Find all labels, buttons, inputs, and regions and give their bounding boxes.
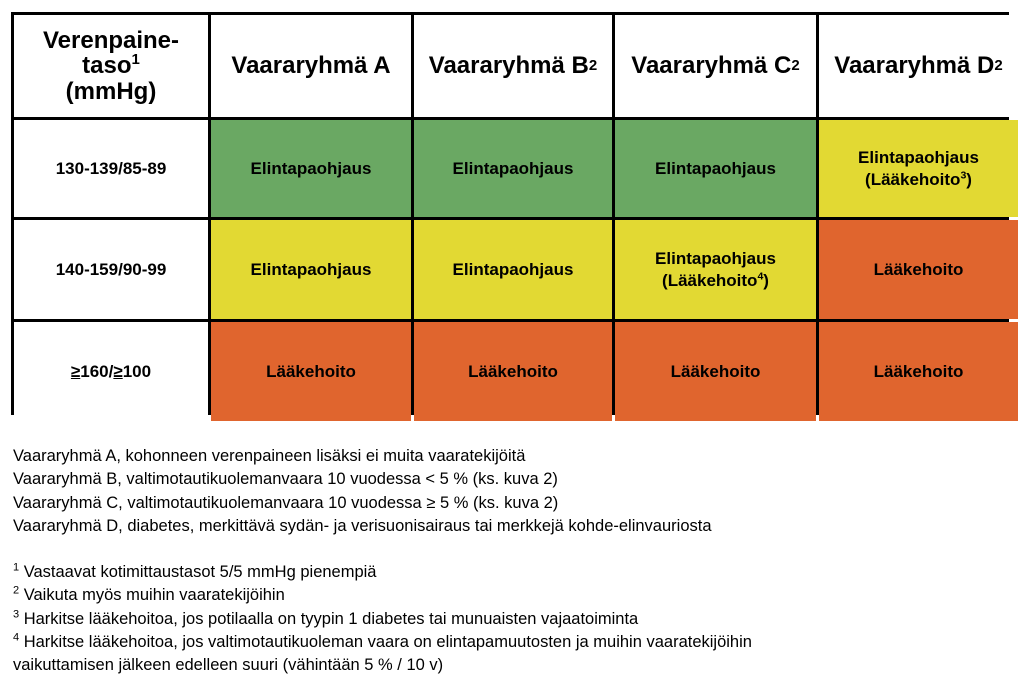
header-group-a: Vaararyhmä A [211,15,411,117]
cell-r1-b: Elintapaohjaus [414,120,612,217]
definition-c: Vaararyhmä C, valtimotautikuolemanvaara 10 vuodessa ≥ 5 % (ks. kuva 2) [13,493,559,512]
cell-r1-d-note: (Lääkehoito$^3$) [865,168,972,189]
header-group-c: Vaararyhmä C 2 [615,15,816,117]
footnote-3: $^3$ Harkitse lääkehoitoa, jos potilaalla on tyypin 1 diabetes tai munuaisten vajaatoiminta [13,608,639,628]
notes-spacer [13,538,752,561]
header-bp-line2: taso$^1$ [82,51,140,80]
cell-r2-b: Elintapaohjaus [414,220,612,319]
cell-r2-c-note: (Lääkehoito$^4$) [662,269,769,290]
cell-r2-c: Elintapaohjaus (Lääkehoito$^4$) [615,220,816,319]
definition-d: Vaararyhmä D, diabetes, merkittävä sydän- ja verisuonisairaus tai merkkejä kohde-elinvauriosta [13,516,712,535]
header-bp-line1: Verenpaine- [42,27,180,55]
header-group-d: Vaararyhmä D 2 [819,15,1018,117]
row-label-130-139: 130-139/85-89 [14,120,208,217]
row-label-160-100: ≥ 160/ ≥ 100 [14,322,208,421]
definition-b: Vaararyhmä B, valtimotautikuolemanvaara 10 vuodessa < 5 % (ks. kuva 2) [13,470,558,489]
header-bp-level [14,15,208,117]
footnote-2: $^2$ Vaikuta myös muihin vaaratekijöihin [13,584,285,605]
row-label-140-159: 140-159/90-99 [14,220,208,319]
footnote-4-continuation: vaikuttamisen jälkeen edelleen suuri (vähintään 5 % / 10 v) [13,656,444,675]
notes-section [13,445,752,678]
treatment-table [11,12,1009,415]
footnote-4: $^4$ Harkitse lääkehoitoa, jos valtimotautikuoleman vaara on elintapamuutosten ja muihin vaaratekijöihin [13,631,752,652]
footnote-1: $^1$ Vastaavat kotimittaustasot 5/5 mmHg pienempiä [13,561,377,582]
cell-r1-c: Elintapaohjaus [615,120,816,217]
header-bp-line3: (mmHg) [65,77,157,105]
cell-r2-a: Elintapaohjaus [211,220,411,319]
cell-r3-a: Lääkehoito [211,322,411,421]
cell-r3-c: Lääkehoito [615,322,816,421]
definition-a: Vaararyhmä A, kohonneen verenpaineen lisäksi ei muita vaaratekijöitä [13,447,526,465]
cell-r3-b: Lääkehoito [414,322,612,421]
header-group-b: Vaararyhmä B 2 [414,15,612,117]
cell-r1-a: Elintapaohjaus [211,120,411,217]
cell-r1-d: Elintapaohjaus (Lääkehoito$^3$) [819,120,1018,217]
cell-r2-d: Lääkehoito [819,220,1018,319]
cell-r3-d: Lääkehoito [819,322,1018,421]
